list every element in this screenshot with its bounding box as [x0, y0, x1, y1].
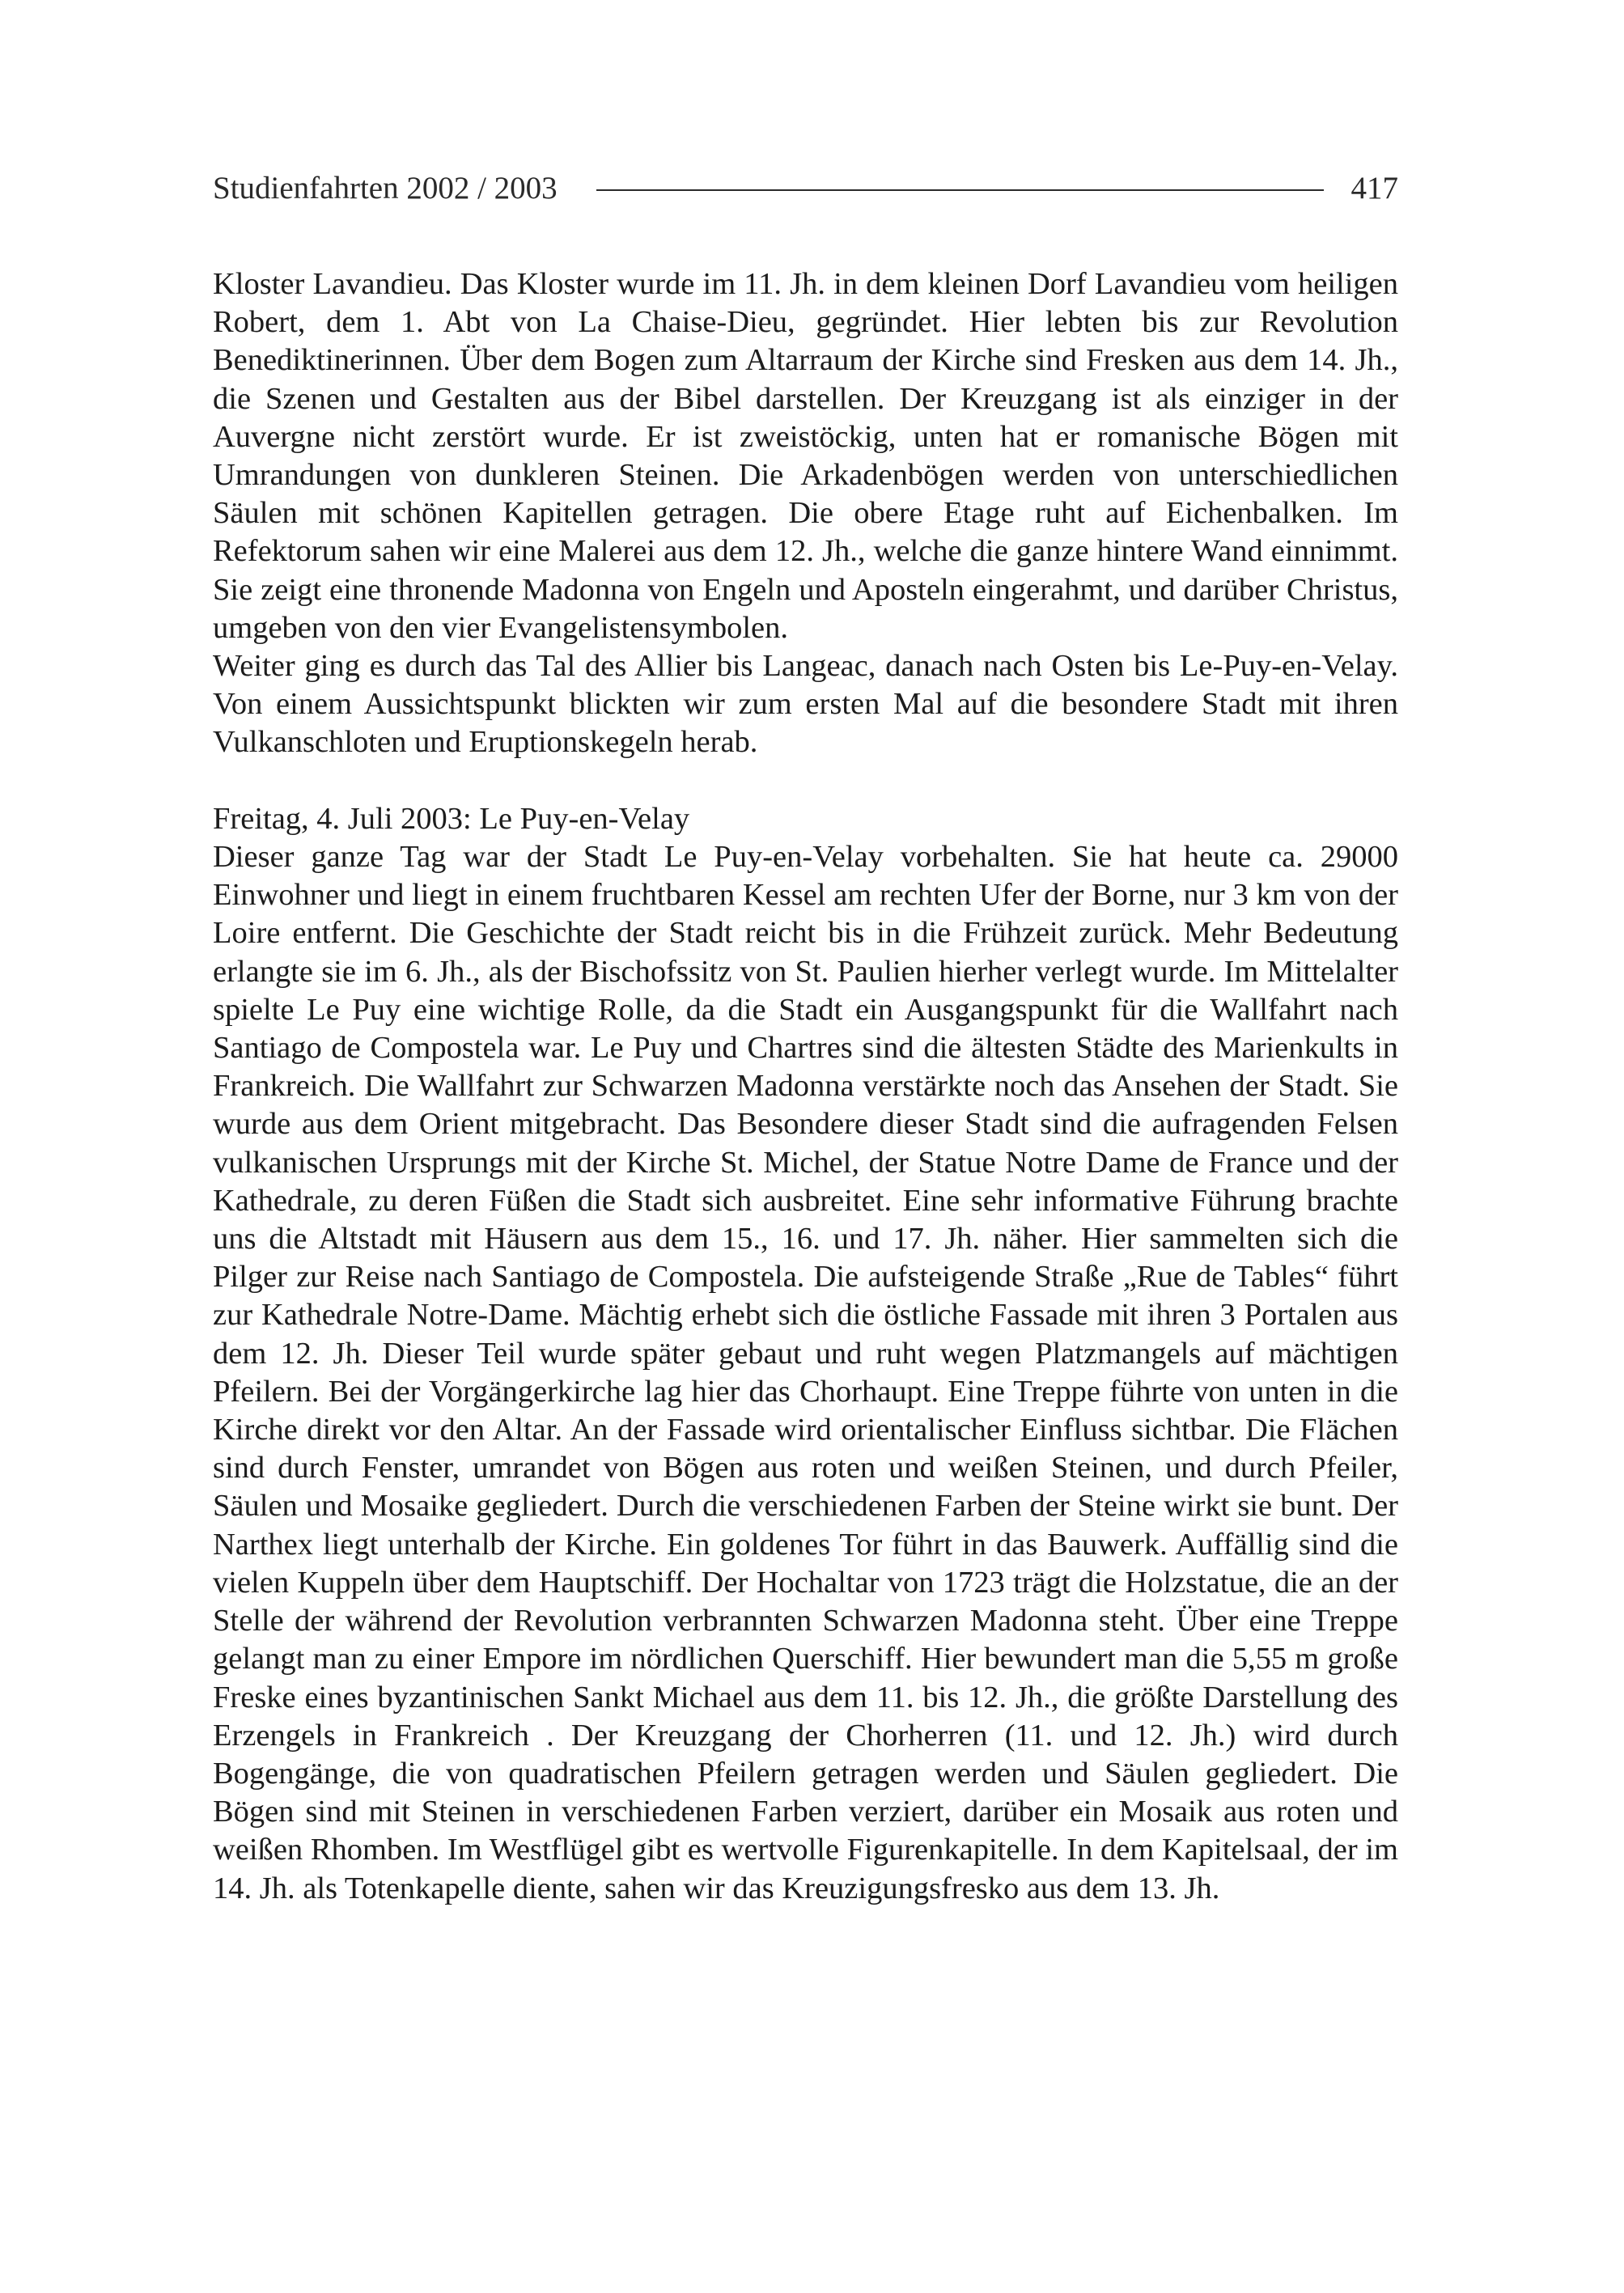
running-title: Studienfahrten 2002 / 2003 — [213, 170, 558, 206]
body-text — [213, 265, 1398, 1908]
running-header — [213, 165, 1398, 210]
header-rule — [596, 189, 1324, 191]
paragraph-gap — [213, 762, 1398, 800]
paragraph-langeac: Weiter ging es durch das Tal des Allier bis Langeac, danach nach Osten bis Le-Puy-en-Velay. Von einem Aussichtspunkt blickten wir zum ersten Mal auf die besondere Stadt mit ihren Vulkanschloten und Eruptionskegeln herab. — [213, 649, 1398, 760]
paragraph-lavandieu: Kloster Lavandieu. Das Kloster wurde im 11. Jh. in dem kleinen Dorf Lavandieu vom heiligen Robert, dem 1. Abt von La Chaise-Dieu, gegründet. Hier lebten bis zur Revolution Benediktinerinnen. Über dem Bogen zum Altarraum der Kirche sind Fresken aus dem 14. Jh., die Szenen und Gestalten aus der Bibel darstellen. Der Kreuzgang ist als einziger in der Auvergne nicht zerstört wurde. Er ist zweistöckig, unten hat er romanische Bögen mit Umrandungen von dunkleren Steinen. Die Arkadenbögen werden von unterschiedlichen Säulen mit schönen Kapitellen getragen. Die obere Etage ruht auf Eichenbalken. Im Refektorum sahen wir eine Malerei aus dem 12. Jh., welche die ganze hintere Wand einnimmt. Sie zeigt eine thronende Madonna von Engeln und Aposteln eingerahmt, und darüber Christus, umgeben von den vier Evangelistensymbolen. — [213, 267, 1398, 645]
paragraph-le-puy: Dieser ganze Tag war der Stadt Le Puy-en-Velay vorbehalten. Sie hat heute ca. 29000 Einwohner und liegt in einem fruchtbaren Kessel am rechten Ufer der Borne, nur 3 km von der Loire entfernt. Die Geschichte der Stadt reicht bis in die Frühzeit zurück. Mehr Bedeutung erlangte sie im 6. Jh., als der Bischofssitz von St. Paulien hierher verlegt wurde. Im Mittelalter spielte Le Puy eine wichtige Rolle, da die Stadt ein Ausgangspunkt für die Wallfahrt nach Santiago de Compostela war. Le Puy und Chartres sind die ältesten Städte des Marienkults in Frankreich. Die Wallfahrt zur Schwarzen Madonna verstärkte noch das Ansehen der Stadt. Sie wurde aus dem Orient mitgebracht. Das Besondere dieser Stadt sind die aufragenden Felsen vulkanischen Ursprungs mit der Kirche St. Michel, der Statue Notre Dame de France und der Kathedrale, zu deren Füßen die Stadt sich ausbreitet. Eine sehr informative Führung brachte uns die Altstadt mit Häusern aus dem 15., 16. und 17. Jh. näher. Hier sammelten sich die Pilger zur Reise nach Santiago de Compostela. Die aufsteigende Straße „Rue de Tables“ führt zur Kathedrale Notre-Dame. Mächtig erhebt sich die östliche Fassade mit ihren 3 Portalen aus dem 12. Jh. Dieser Teil wurde später gebaut und ruht wegen Platzmangels auf mächtigen Pfeilern. Bei der Vorgängerkirche lag hier das Chorhaupt. Eine Treppe führte von unten in die Kirche direkt vor den Altar. An der Fassade wird orientalischer Einfluss sichtbar. Die Flächen sind durch Fenster, umrandet von Bögen aus roten und weißen Steinen, und durch Pfeiler, Säulen und Mosaike gegliedert. Durch die verschiedenen Farben der Steine wirkt sie bunt. Der Narthex liegt unterhalb der Kirche. Ein goldenes Tor führt in das Bauwerk. Auffällig sind die vielen Kuppeln über dem Hauptschiff. Der Hochaltar von 1723 trägt die Holzstatue, die an der Stelle der während der Revolution verbrannten Schwarzen Madonna steht. Über eine Treppe gelangt man zu einer Empore im nördlichen Querschiff. Hier bewundert man die 5,55 m große Freske eines byzantinischen Sankt Michael aus dem 11. bis 12. Jh., die größte Darstellung des Erzengels in Frankreich . Der Kreuzgang der Chorherren (11. und 12. Jh.) wird durch Bogengänge, die von quadratischen Pfeilern getragen werden und Säulen gegliedert. Die Bögen sind mit Steinen in verschiedenen Farben verziert, darüber ein Mosaik aus roten und weißen Rhomben. Im Westflügel gibt es wertvolle Figurenkapitelle. In dem Kapitelsaal, der im 14. Jh. als Totenkapelle diente, sahen wir das Kreuzigungsfresko aus dem 13. Jh. — [213, 840, 1398, 1905]
page-number: 417 — [1351, 170, 1398, 206]
section-heading: Freitag, 4. Juli 2003: Le Puy-en-Velay — [213, 801, 690, 836]
